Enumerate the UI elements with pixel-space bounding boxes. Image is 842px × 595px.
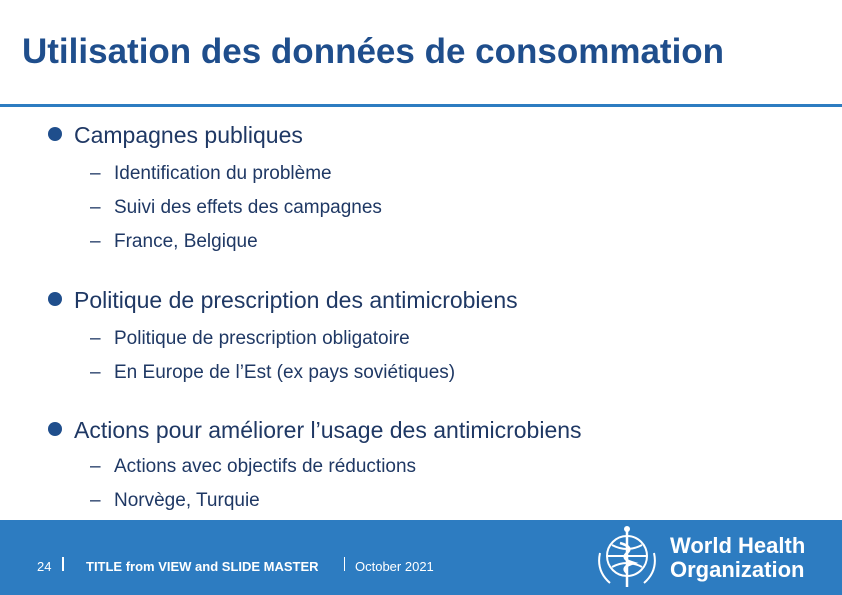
sub-item [90,362,455,384]
sub-item [90,456,416,478]
sub-item [90,231,258,253]
sub-item [90,163,332,185]
title-divider [0,104,842,107]
dash-icon: – [90,197,101,218]
dash-icon: – [90,163,101,184]
bullet-dot-icon [48,292,62,306]
sub-text: En Europe de l’Est (ex pays soviétiques) [114,362,456,383]
bullet-text: Politique de prescription des antimicrobiens [74,287,518,313]
bullet-item [48,417,582,444]
who-emblem-icon [592,523,662,593]
bullet-item [48,287,518,314]
bullet-item [48,122,303,149]
footer-divider [344,557,345,571]
sub-item [90,197,382,219]
bullet-dot-icon [48,127,62,141]
footer-divider [62,557,64,571]
slide-title: Utilisation des données de consommation [22,32,725,71]
org-name-line1: World Health [670,533,806,558]
page-number: 24 [37,559,52,574]
dash-icon: – [90,490,101,511]
dash-icon: – [90,231,101,252]
bullet-text: Campagnes publiques [74,122,303,148]
slide-footer [0,520,842,595]
sub-text: Actions avec objectifs de réductions [114,456,417,477]
footer-title: TITLE from VIEW and SLIDE MASTER [86,559,319,574]
sub-text: Suivi des effets des campagnes [114,197,382,218]
bullet-dot-icon [48,422,62,436]
sub-item [90,328,410,350]
sub-item [90,490,260,512]
sub-text: Politique de prescription obligatoire [114,328,410,349]
footer-date: October 2021 [355,559,434,574]
dash-icon: – [90,362,101,383]
sub-text: Norvège, Turquie [114,490,260,511]
dash-icon: – [90,456,101,477]
who-wordmark [670,534,805,582]
sub-text: Identification du problème [114,163,332,184]
org-name-line2: Organization [670,557,805,582]
sub-text: France, Belgique [114,231,258,252]
dash-icon: – [90,328,101,349]
bullet-text: Actions pour améliorer l’usage des antimicrobiens [74,417,582,443]
